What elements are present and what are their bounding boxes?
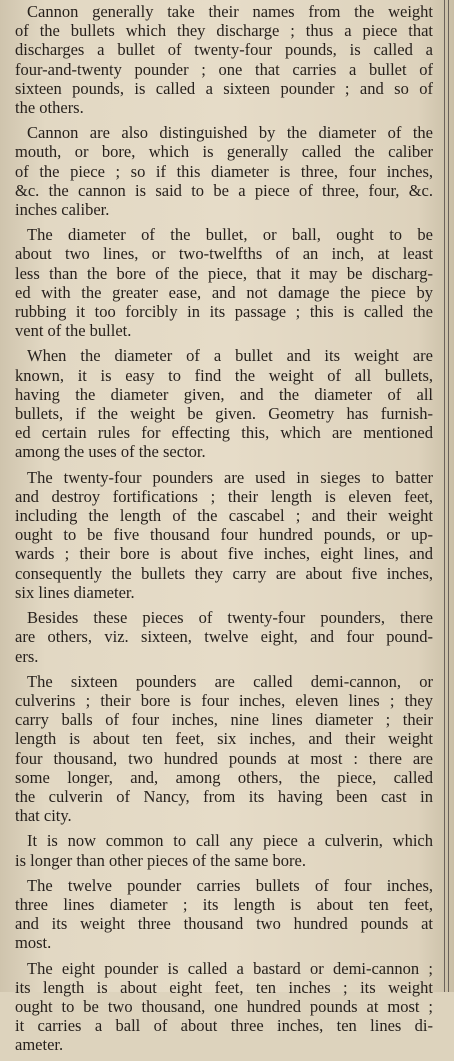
text-line: are others, viz. sixteen, twelve eight, and four pound-: [15, 627, 433, 647]
column-rule: [448, 0, 449, 992]
column-rule: [444, 0, 445, 992]
text-line: carry balls of four inches, nine lines diameter ; their: [15, 710, 433, 730]
text-line: ought to be five thousand four hundred pounds, or up-: [15, 525, 433, 545]
text-line: The twelve pounder carries bullets of four inches,: [27, 875, 433, 895]
text-line: discharges a bullet of twenty-four pounds, is called a: [15, 40, 433, 60]
text-line: is longer than other pieces of the same bore.: [15, 850, 306, 870]
text-line: bullets, if the weight be given. Geometry has furnish-: [15, 404, 433, 424]
paragraph: [15, 123, 433, 219]
text-line: consequently the bullets they carry are about five inches,: [15, 563, 433, 583]
text-line: &c. the cannon is said to be a piece of three, four, &c.: [15, 180, 433, 200]
text-line: ameter.: [15, 1035, 64, 1055]
text-line: culverins ; their bore is four inches, eleven lines ; they: [15, 690, 433, 710]
paragraph: [15, 468, 433, 602]
text-line: The sixteen pounders are called demi-cannon, or: [27, 671, 433, 691]
text-line: The diameter of the bullet, or ball, ought to be: [27, 225, 433, 245]
paragraph: [15, 959, 433, 1055]
text-line: about two lines, or two-twelfths of an inch, at least: [15, 244, 433, 264]
text-line: having the diameter given, and the diameter of all: [15, 384, 433, 404]
text-line: known, it is easy to find the weight of all bullets,: [15, 365, 433, 385]
text-line: ed with the greater ease, and not damage the piece by: [15, 282, 433, 302]
text-line: among the uses of the sector.: [15, 442, 206, 462]
text-column: [15, 2, 433, 1061]
text-line: vent of the bullet.: [15, 321, 132, 341]
text-line: ed certain rules for effecting this, which are mentioned: [15, 423, 433, 443]
text-line: and destroy fortifications ; their length is eleven feet,: [15, 486, 433, 506]
text-line: mouth, or bore, which is generally called the caliber: [15, 142, 433, 162]
text-line: its length is about eight feet, ten inches ; its weight: [15, 977, 433, 997]
text-line: It is now common to call any piece a culverin, which: [27, 831, 433, 851]
paragraph: [15, 2, 433, 117]
text-line: inches caliber.: [15, 200, 110, 220]
paragraph: [15, 225, 433, 340]
paragraph: [15, 672, 433, 826]
paragraph: [15, 608, 433, 666]
text-line: ers.: [15, 646, 39, 666]
text-line: some longer, and, among others, the piece, called: [15, 767, 433, 787]
text-line: Cannon generally take their names from the weight: [27, 2, 433, 21]
text-line: ought to be two thousand, one hundred pounds at most ;: [15, 996, 433, 1016]
text-line: less than the bore of the piece, that it may be discharg-: [15, 263, 433, 283]
text-line: The eight pounder is called a bastard or demi-cannon ;: [27, 958, 433, 978]
text-line: Besides these pieces of twenty-four pounders, there: [27, 608, 433, 628]
text-line: six lines diameter.: [15, 582, 135, 602]
text-line: of the bullets which they discharge ; thus a piece that: [15, 21, 433, 41]
text-line: most.: [15, 933, 52, 953]
text-line: When the diameter of a bullet and its weight are: [27, 346, 433, 366]
text-line: four-and-twenty pounder ; one that carries a bullet of: [15, 59, 433, 79]
text-line: Cannon are also distinguished by the diameter of the: [27, 123, 433, 143]
paragraph: [15, 876, 433, 953]
text-line: four thousand, two hundred pounds at most : there are: [15, 748, 433, 768]
text-line: three lines diameter ; its length is about ten feet,: [15, 894, 433, 914]
text-line: The twenty-four pounders are used in sieges to batter: [27, 467, 433, 487]
text-line: including the length of the cascabel ; and their weight: [15, 506, 433, 526]
text-line: wards ; their bore is about five inches, eight lines, and: [15, 544, 433, 564]
text-line: the others.: [15, 98, 84, 118]
paragraph: [15, 831, 433, 869]
text-line: length is about ten feet, six inches, and their weight: [15, 729, 433, 749]
text-line: sixteen pounds, is called a sixteen pounder ; and so of: [15, 78, 433, 98]
text-line: it carries a ball of about three inches, ten lines di-: [15, 1016, 433, 1036]
text-line: that city.: [15, 806, 72, 826]
text-line: of the piece ; so if this diameter is three, four inches,: [15, 161, 433, 181]
text-line: and its weight three thousand two hundred pounds at: [15, 914, 433, 934]
text-line: rubbing it too forcibly in its passage ; this is called the: [15, 302, 433, 322]
text-line: the culverin of Nancy, from its having been cast in: [15, 786, 433, 806]
paragraph: [15, 346, 433, 461]
